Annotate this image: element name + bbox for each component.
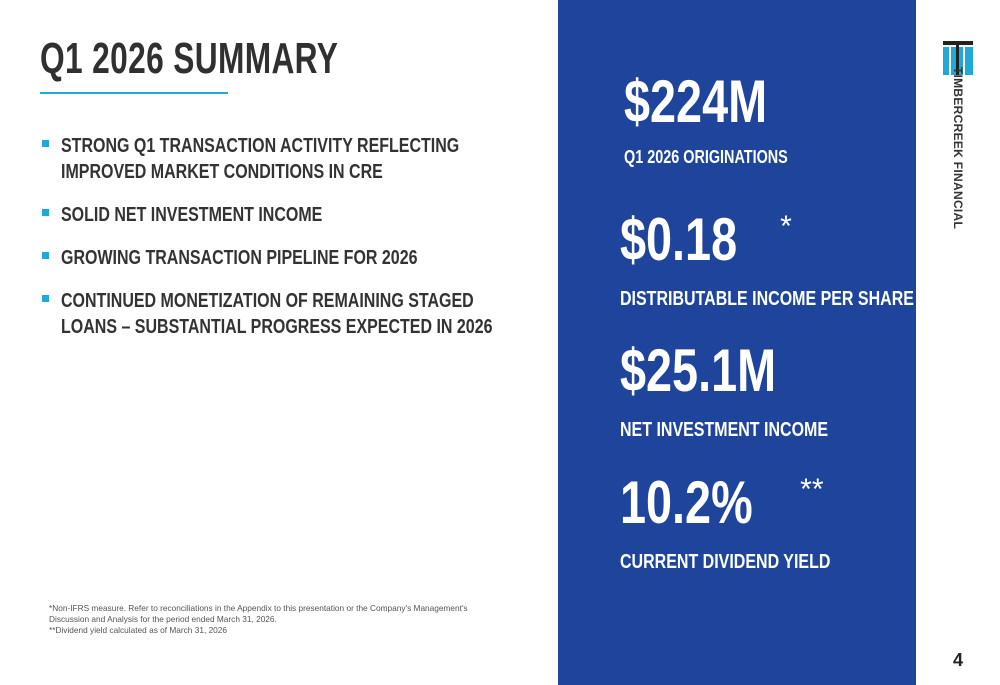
footnotes <box>49 603 489 636</box>
bullet-square-icon <box>42 140 49 147</box>
stat-value: $25.1M <box>620 337 777 404</box>
bullet-text: CONTINUED MONETIZATION OF REMAINING STAGED LOANS – SUBSTANTIAL PROGRESS EXPECTED IN 2026 <box>61 290 493 338</box>
bullet-text: STRONG Q1 TRANSACTION ACTIVITY REFLECTING IMPROVED MARKET CONDITIONS IN CRE <box>61 135 460 183</box>
stat-dividend-yield <box>620 469 883 573</box>
stat-footnote-mark: ** <box>800 473 824 506</box>
footnote-dividend-yield: **Dividend yield calculated as of March 31, 2026 <box>49 625 228 635</box>
stat-footnote-mark: * <box>780 210 792 243</box>
stat-value: $224M <box>624 68 768 135</box>
stat-label: Q1 2026 ORIGINATIONS <box>624 147 788 167</box>
brand-name: TIMBERCREEK FINANCIAL <box>951 66 965 230</box>
list-item <box>42 133 522 185</box>
stat-label: CURRENT DIVIDEND YIELD <box>620 551 831 573</box>
bullet-text: SOLID NET INVESTMENT INCOME <box>61 204 323 226</box>
key-stats-panel <box>558 0 916 685</box>
title-underline <box>40 92 228 94</box>
page-number: 4 <box>953 650 964 670</box>
page-title: Q1 2026 SUMMARY <box>40 34 339 83</box>
stat-value: $0.18 <box>620 206 738 273</box>
bullet-square-icon <box>42 209 49 216</box>
bullet-text: GROWING TRANSACTION PIPELINE FOR 2026 <box>61 247 418 269</box>
stat-value: 10.2% <box>620 469 753 536</box>
stat-distributable-income <box>620 206 987 310</box>
list-item <box>42 202 522 228</box>
stat-originations <box>624 68 829 168</box>
stat-label: DISTRIBUTABLE INCOME PER SHARE <box>620 288 914 310</box>
stat-label: NET INVESTMENT INCOME <box>620 419 829 441</box>
bullet-square-icon <box>42 295 49 302</box>
stat-net-investment-income <box>620 337 880 441</box>
list-item <box>42 245 522 271</box>
footnote-non-ifrs: *Non-IFRS measure. Refer to reconciliations in the Appendix to this presentation or the Company's Management's Discussion and Analysis for the period ended March 31, 2026. <box>49 603 468 624</box>
summary-bullet-list <box>42 133 522 357</box>
bullet-square-icon <box>42 252 49 259</box>
list-item <box>42 288 522 340</box>
